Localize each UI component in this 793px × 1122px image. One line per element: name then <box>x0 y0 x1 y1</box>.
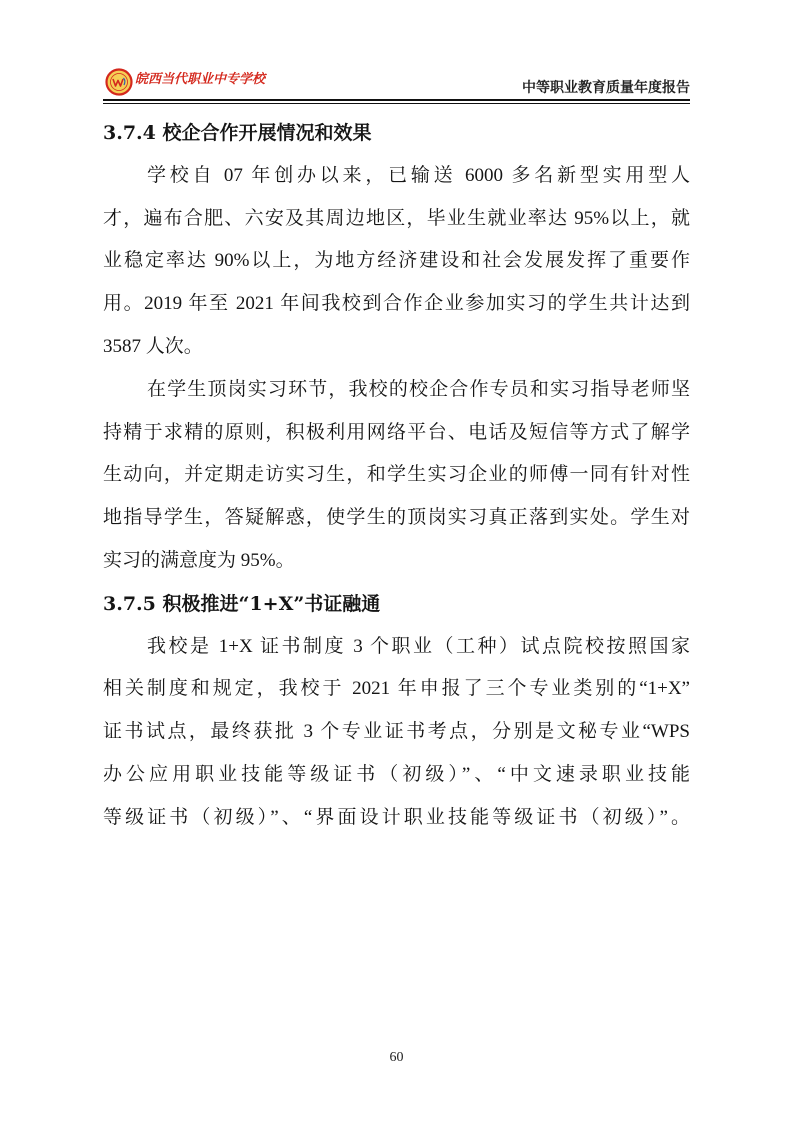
page-header <box>0 0 793 110</box>
header-rule-thin <box>103 103 690 104</box>
paragraph-line: 才，遍布合肥、六安及其周边地区，毕业生就业率达 95%以上，就 <box>103 207 690 229</box>
header-rule-thick <box>103 99 690 101</box>
paragraph-line: 我校是 1+X 证书制度 3 个职业（工种）试点院校按照国家 <box>147 635 690 657</box>
paragraph-line: 持精于求精的原则，积极利用网络平台、电话及短信等方式了解学 <box>103 421 690 443</box>
paragraph-line: 实习的满意度为 95%。 <box>103 549 295 571</box>
school-emblem-icon <box>105 68 133 96</box>
paragraph-line: 等级证书（初级）”、“界面设计职业技能等级证书（初级）”。 <box>103 806 690 828</box>
page-number: 60 <box>389 1050 404 1065</box>
paragraph-line: 办公应用职业技能等级证书（初级）”、“中文速录职业技能 <box>103 763 690 785</box>
report-title: 中等职业教育质量年度报告 <box>522 80 690 96</box>
paragraph-line: 学校自 07 年创办以来，已输送 6000 多名新型实用型人 <box>147 164 690 186</box>
document-body <box>103 112 690 840</box>
school-name: 皖西当代职业中专学校 <box>135 72 266 87</box>
paragraph <box>103 626 690 840</box>
paragraph-line: 生动向，并定期走访实习生，和学生实习企业的师傅一同有针对性 <box>103 464 690 486</box>
paragraph-line: 在学生顶岗实习环节，我校的校企合作专员和实习指导老师坚 <box>147 378 690 400</box>
paragraph-line: 3587 人次。 <box>103 335 203 357</box>
paragraph-line: 相关制度和规定，我校于 2021 年申报了三个专业类别的“1+X” <box>103 678 690 700</box>
section-heading: 3.7.4 校企合作开展情况和效果 <box>103 122 372 144</box>
paragraph-line: 地指导学生，答疑解惑，使学生的顶岗实习真正落到实处。学生对 <box>103 507 690 529</box>
paragraph <box>103 369 690 583</box>
paragraph <box>103 155 690 369</box>
paragraph-line: 用。2019 年至 2021 年间我校到合作企业参加实习的学生共计达到 <box>103 293 690 315</box>
paragraph-line: 业稳定率达 90%以上，为地方经济建设和社会发展发挥了重要作 <box>103 250 690 272</box>
paragraph-line: 证书试点，最终获批 3 个专业证书考点，分别是文秘专业“WPS <box>103 721 690 743</box>
section-heading: 3.7.5 积极推进“1+X”书证融通 <box>103 592 381 615</box>
